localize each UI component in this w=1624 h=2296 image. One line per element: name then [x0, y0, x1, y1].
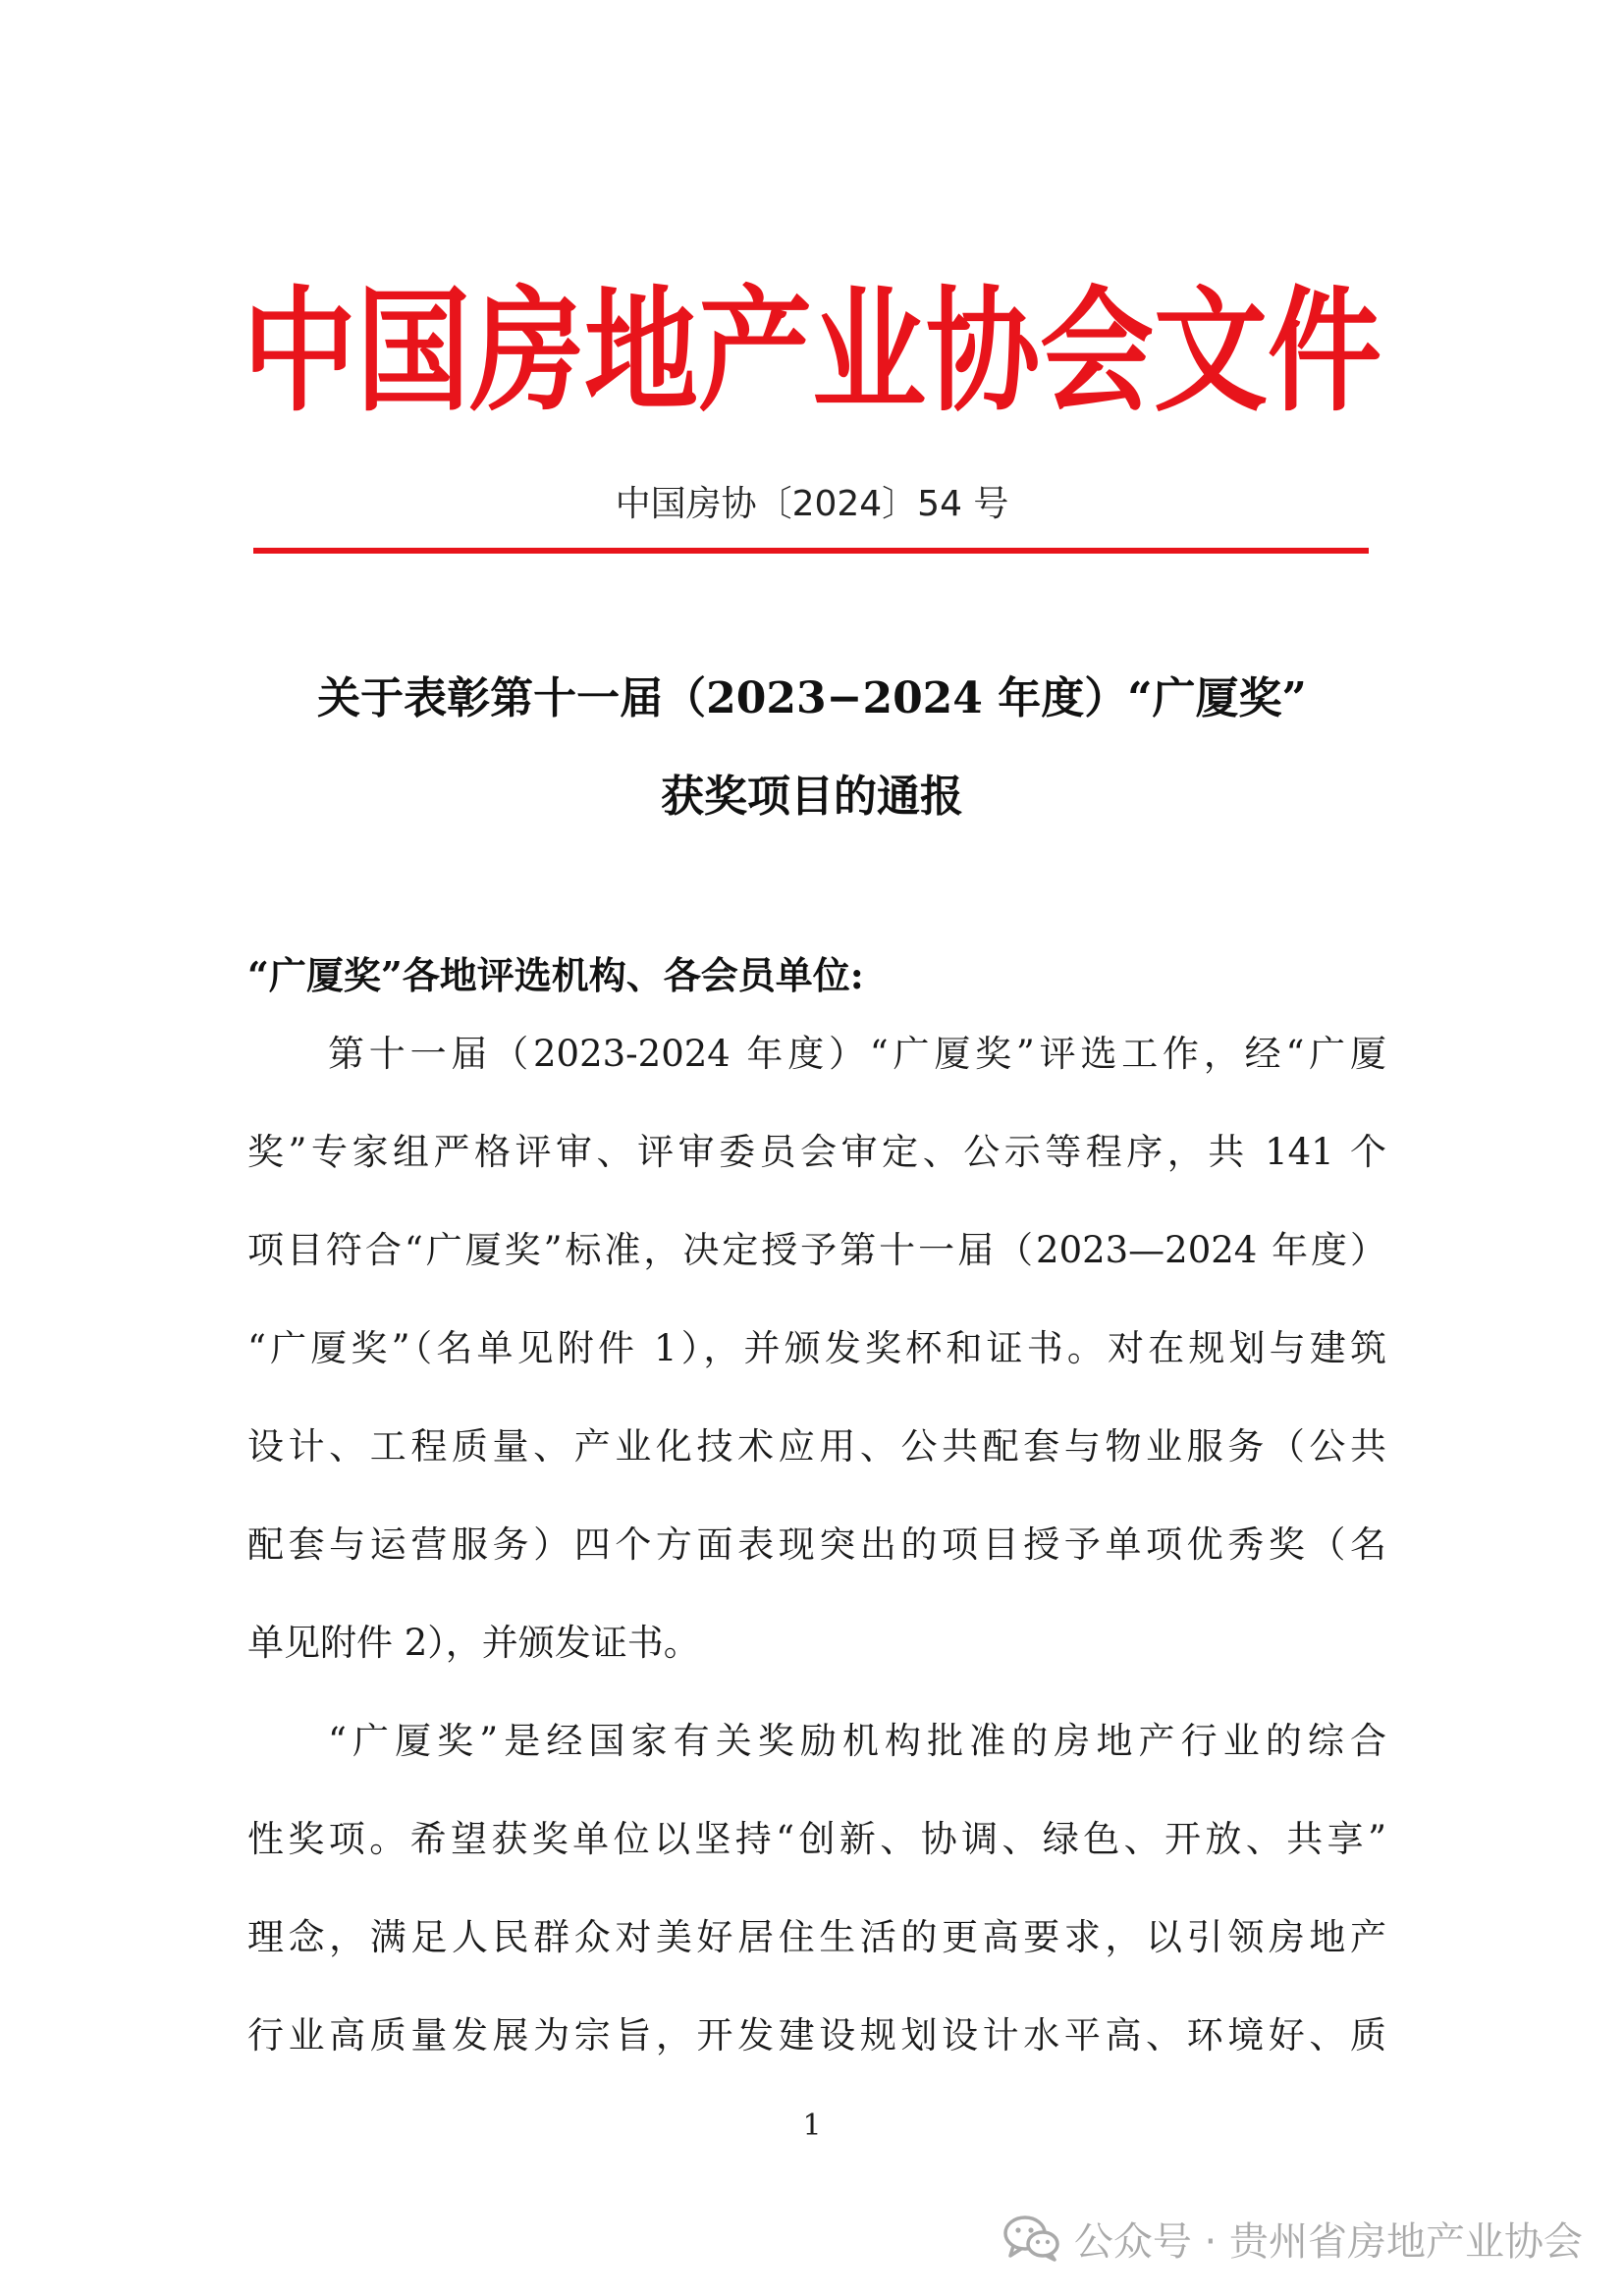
body-line: “广厦奖”是经国家有关奖励机构批准的房地产行业的综合: [328, 1720, 1386, 1762]
body-line: 性奖项。希望获奖单位以坚持“创新、协调、绿色、开放、共享”: [247, 1818, 1386, 1860]
body-line: 配套与运营服务）四个方面表现突出的项目授予单项优秀奖（名: [247, 1523, 1386, 1566]
watermark-text: 公众号 · 贵州省房地产业协会: [1073, 2218, 1583, 2265]
body-line: “广厦奖”（名单见附件 1），并颁发奖杯和证书。对在规划与建筑: [247, 1327, 1386, 1369]
body-line: 项目符合“广厦奖”标准，决定授予第十一届（2023—2024 年度）: [247, 1229, 1386, 1271]
red-divider-rule: [253, 548, 1369, 554]
body-line: 单见附件 2），并颁发证书。: [247, 1622, 700, 1664]
body-line: 奖”专家组严格评审、评审委员会审定、公示等程序，共 141 个: [247, 1131, 1386, 1173]
salutation: “广厦奖”各地评选机构、各会员单位:: [247, 953, 864, 997]
masthead-title: 中国房地产业协会文件: [243, 274, 1381, 431]
body-line: 理念，满足人民群众对美好居住生活的更高要求，以引领房地产: [247, 1916, 1386, 1958]
document-number: 中国房协〔2024〕54 号: [615, 484, 1009, 524]
body-line: 设计、工程质量、产业化技术应用、公共配套与物业服务（公共: [247, 1425, 1386, 1468]
body-line: 行业高质量发展为宗旨，开发建设规划设计水平高、环境好、质: [247, 2014, 1386, 2056]
page-number: 1: [802, 2109, 822, 2143]
notice-title-line-1: 关于表彰第十一届（2023−2024 年度）“广厦奖”: [317, 673, 1307, 723]
source-watermark: [1003, 2209, 1583, 2268]
notice-title-line-2: 获奖项目的通报: [661, 772, 963, 822]
body-line: 第十一届（2023-2024 年度）“广厦奖”评选工作，经“广厦: [328, 1033, 1386, 1075]
wechat-icon: [1003, 2215, 1060, 2262]
